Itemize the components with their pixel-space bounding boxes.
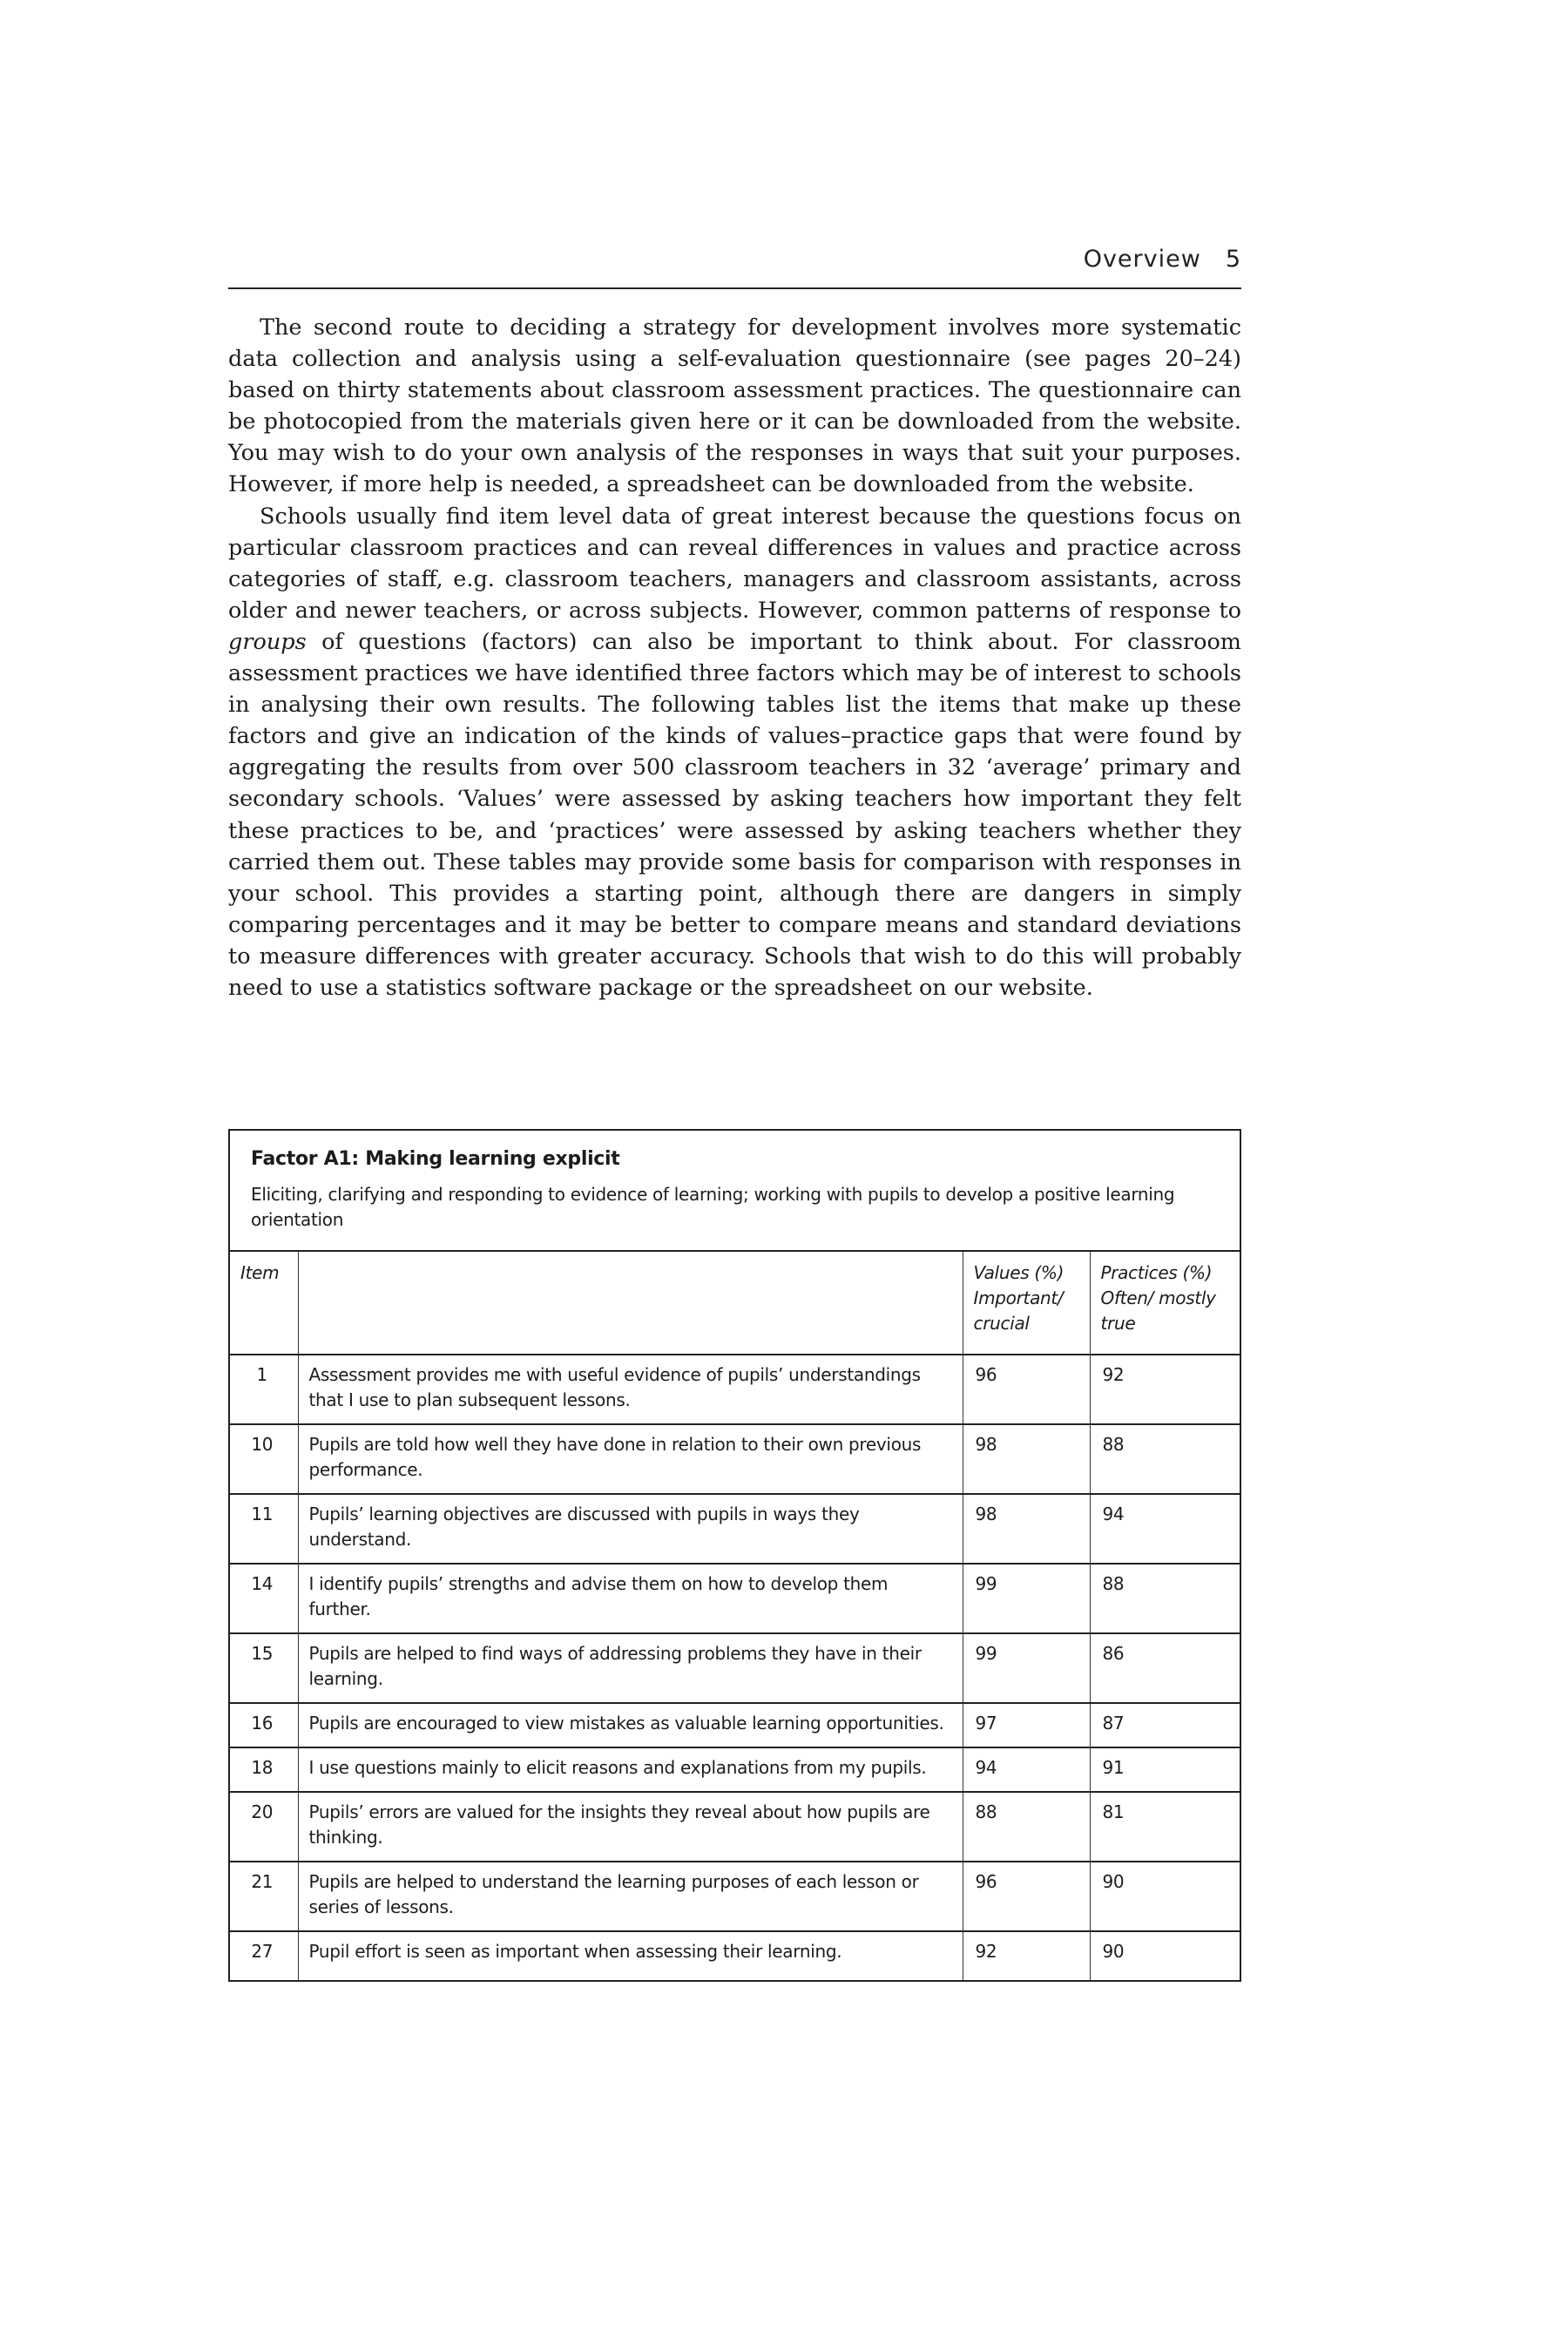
column-header-item: Item bbox=[230, 1252, 298, 1355]
column-header-statement bbox=[298, 1252, 963, 1355]
values-percent: 99 bbox=[963, 1564, 1090, 1633]
practices-percent: 91 bbox=[1090, 1747, 1240, 1792]
items-table bbox=[230, 1252, 1240, 1980]
item-number: 14 bbox=[230, 1564, 298, 1633]
table-row bbox=[230, 1747, 1240, 1792]
values-percent: 99 bbox=[963, 1633, 1090, 1703]
item-number: 11 bbox=[230, 1494, 298, 1564]
paragraph: Schools usually find item level data of great interest because the questions focus on particular classroom practices and can reveal differences in values and practice across categories of staff, e.g. classroom teachers, managers and classroom assistants, across older and newer teachers, or across subjects. However, common patterns of response to groups of questions (factors) can also be important to think about. For classroom assessment practices we have identified three factors which may be of interest to schools in analysing their own results. The following tables list the items that make up these factors and give an indication of the kinds of values–practice gaps that were found by aggregating the results from over 500 classroom teachers in 32 ‘average’ primary and secondary schools. ‘Values’ were assessed by asking teachers how important they felt these practices to be, and ‘practices’ were assessed by asking teachers whether they carried them out. These tables may provide some basis for comparison with responses in your school. This provides a starting point, although there are dangers in simply comparing percentages and it may be better to compare means and standard deviations to measure differences with greater accuracy. Schools that wish to do this will probably need to use a statistics software package or the spreadsheet on our website. bbox=[228, 503, 1241, 1001]
item-number: 27 bbox=[251, 1941, 274, 1962]
paragraph: The second route to deciding a strategy for development involves more systematic data collection and analysis using a self-evaluation questionnaire (see pages 20–24) based on thirty statements about classroom assessment practices. The questionnaire can be photocopied from the materials given here or it can be downloaded from the website. You may wish to do your own analysis of the responses in ways that suit your purposes. However, if more help is needed, a spreadsheet can be downloaded from the website. bbox=[228, 314, 1241, 498]
table-row bbox=[230, 1703, 1240, 1747]
factor-description: Eliciting, clarifying and responding to evidence of learning; working with pupils to develop a positive learning orientation bbox=[251, 1184, 1175, 1230]
emphasis: groups bbox=[228, 628, 307, 655]
item-statement: I use questions mainly to elicit reasons and explanations from my pupils. bbox=[298, 1747, 963, 1792]
body-text bbox=[228, 312, 1241, 1004]
table-header-row bbox=[230, 1252, 1240, 1355]
values-percent: 96 bbox=[963, 1862, 1090, 1931]
values-percent: 96 bbox=[963, 1355, 1090, 1424]
item-statement: Assessment provides me with useful evidence of pupils’ understandings that I use to plan subsequent lessons. bbox=[298, 1355, 963, 1424]
section-title: Overview bbox=[1083, 246, 1201, 273]
values-percent: 92 bbox=[963, 1931, 1090, 1980]
practices-percent: 86 bbox=[1090, 1633, 1240, 1703]
column-header-practices: Practices (%) Often/ mostly true bbox=[1090, 1252, 1240, 1355]
values-percent: 88 bbox=[963, 1792, 1090, 1862]
item-number: 1 bbox=[230, 1355, 298, 1424]
practices-percent: 81 bbox=[1090, 1792, 1240, 1862]
values-percent: 98 bbox=[963, 1494, 1090, 1564]
table-row bbox=[230, 1494, 1240, 1564]
values-percent: 98 bbox=[963, 1424, 1090, 1494]
item-statement: Pupils are told how well they have done in relation to their own previous performance. bbox=[298, 1424, 963, 1494]
factor-table bbox=[228, 1129, 1241, 1982]
values-percent: 97 bbox=[963, 1703, 1090, 1747]
item-statement: Pupils are helped to find ways of addressing problems they have in their learning. bbox=[298, 1633, 963, 1703]
item-number: 10 bbox=[230, 1424, 298, 1494]
page-header bbox=[228, 246, 1241, 289]
running-head bbox=[1084, 246, 1241, 273]
item-statement: Pupil effort is seen as important when assessing their learning. bbox=[298, 1931, 963, 1980]
table-row bbox=[230, 1424, 1240, 1494]
values-percent: 94 bbox=[963, 1747, 1090, 1792]
table-row bbox=[230, 1633, 1240, 1703]
practices-percent: 88 bbox=[1090, 1564, 1240, 1633]
item-statement: Pupils are helped to understand the learning purposes of each lesson or series of lessons. bbox=[298, 1862, 963, 1931]
factor-title: Factor A1: Making learning explicit bbox=[251, 1148, 620, 1170]
practices-percent: 92 bbox=[1090, 1355, 1240, 1424]
table-row bbox=[230, 1862, 1240, 1931]
item-statement: I identify pupils’ strengths and advise them on how to develop them further. bbox=[298, 1564, 963, 1633]
factor-header bbox=[230, 1131, 1240, 1252]
practices-percent: 94 bbox=[1090, 1494, 1240, 1564]
column-header-values: Values (%) Important/ crucial bbox=[963, 1252, 1090, 1355]
practices-percent: 90 bbox=[1090, 1862, 1240, 1931]
item-number: 16 bbox=[230, 1703, 298, 1747]
item-number: 15 bbox=[230, 1633, 298, 1703]
item-statement: Pupils’ errors are valued for the insights they reveal about how pupils are thinking. bbox=[298, 1792, 963, 1862]
page-number: 5 bbox=[1225, 246, 1241, 273]
item-number: 20 bbox=[230, 1792, 298, 1862]
item-statement: Pupils’ learning objectives are discussed with pupils in ways they understand. bbox=[298, 1494, 963, 1564]
table-row bbox=[230, 1355, 1240, 1424]
item-number: 18 bbox=[230, 1747, 298, 1792]
practices-percent: 87 bbox=[1090, 1703, 1240, 1747]
table-row bbox=[230, 1792, 1240, 1862]
item-number: 21 bbox=[230, 1862, 298, 1931]
table-row bbox=[230, 1564, 1240, 1633]
practices-percent: 88 bbox=[1090, 1424, 1240, 1494]
item-statement: Pupils are encouraged to view mistakes as valuable learning opportunities. bbox=[298, 1703, 963, 1747]
practices-percent: 90 bbox=[1090, 1931, 1240, 1980]
table-row bbox=[230, 1931, 1240, 1980]
